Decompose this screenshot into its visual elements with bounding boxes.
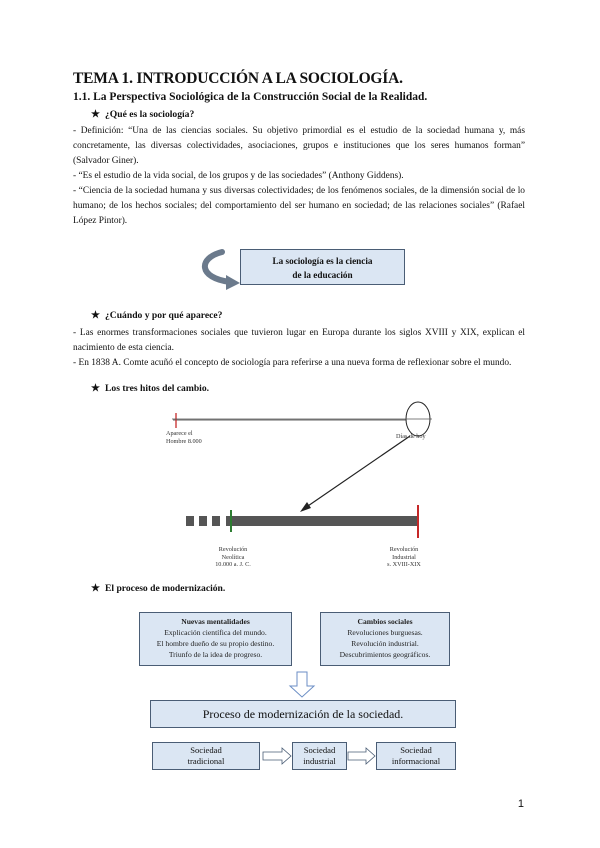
- sociedad-industrial-box: [292, 742, 347, 770]
- nuevas-mentalidades-line-2: El hombre dueño de su propio destino.: [156, 639, 275, 648]
- sociedad-industrial-line-1: Sociedad: [303, 745, 336, 755]
- sociedad-industrial-line-2: industrial: [303, 756, 336, 766]
- down-arrow-icon: [290, 672, 314, 697]
- star-icon: ★: [91, 383, 100, 394]
- cambios-sociales-line-1: Revoluciones burguesas.: [347, 628, 423, 637]
- cambios-sociales-heading: Cambios sociales: [357, 617, 413, 626]
- zoom-arrow-line: [305, 436, 410, 508]
- curved-arrow-head: [226, 275, 240, 290]
- timeline-label-today: Días de hoy: [396, 433, 426, 440]
- right-arrow-icon-1: [263, 748, 291, 764]
- zoom-arrow-head: [300, 502, 311, 512]
- page-number: 1: [517, 798, 524, 810]
- nuevas-mentalidades-line-3: Triunfo de la idea de progreso.: [168, 650, 263, 659]
- section-subtitle: 1.1. La Perspectiva Sociológica de la Construcción Social de la Realidad.: [73, 91, 428, 103]
- proceso-modernizacion-box: Proceso de modernización de la sociedad.: [150, 700, 456, 728]
- timeline-label-industrial: [374, 546, 434, 569]
- lopez-pintor-paragraph: - “Ciencia de la sociedad humana y sus diversas colectividades; de los fenómenos sociales, de la dimensión social de lo humano; de los hechos sociales; del comportamiento del ser humano en sociedad; de las relaciones sociales” (Rafael López Pintor).: [73, 186, 525, 226]
- sociedad-informacional-line-1: Sociedad: [400, 745, 432, 755]
- nuevas-mentalidades-heading: Nuevas mentalidades: [181, 617, 250, 626]
- heading-cuando-text: ¿Cuándo y por qué aparece?: [105, 310, 223, 321]
- sociedad-tradicional-line-1: Sociedad: [190, 745, 222, 755]
- timeline-label-industrial-2: Industrial: [392, 553, 416, 561]
- timeline-label-industrial-1: Revolución: [389, 546, 419, 553]
- star-icon: ★: [91, 310, 100, 321]
- cambios-sociales-box: [320, 612, 450, 666]
- sociedad-tradicional-line-2: tradicional: [187, 756, 225, 766]
- timeline-dash-2: [199, 516, 207, 526]
- heading-tres-hitos-text: Los tres hitos del cambio.: [105, 383, 210, 394]
- giddens-paragraph: - “Es el estudio de la vida social, de los grupos y de las sociedades” (Anthony Giddens).: [73, 171, 404, 181]
- star-icon: ★: [91, 109, 100, 120]
- sociedad-informacional-line-2: informacional: [391, 756, 441, 766]
- callout-line-1: La sociología es la ciencia: [272, 256, 373, 266]
- timeline-label-origin-2: Hombre 8.000: [166, 437, 202, 445]
- star-icon: ★: [91, 583, 100, 594]
- timeline-label-origin: [166, 430, 202, 445]
- page-title: TEMA 1. INTRODUCCIÓN A LA SOCIOLOGÍA.: [73, 70, 403, 87]
- nuevas-mentalidades-line-1: Explicación científica del mundo.: [164, 628, 267, 637]
- timeline-label-neolithic-2: Neolítica: [221, 553, 245, 561]
- timeline-label-origin-1: Aparece el: [166, 430, 193, 437]
- transformaciones-paragraph: - Las enormes transformaciones sociales que tuvieron lugar en Europa durante los siglos XVIII y XIX, explican el nacimiento de esta ciencia.: [73, 328, 525, 353]
- nuevas-mentalidades-box: [139, 612, 292, 666]
- timeline-label-neolithic-1: Revolución: [218, 546, 248, 553]
- timeline-dash-3: [212, 516, 220, 526]
- timeline-dash-1: [186, 516, 194, 526]
- sociedad-tradicional-box: [152, 742, 260, 770]
- comte-paragraph: - En 1838 A. Comte acuñó el concepto de sociología para referirse a una nueva forma de reflexionar sobre el mundo.: [73, 358, 512, 368]
- timeline-bar: [226, 516, 418, 526]
- cambios-sociales-line-3: Descubrimientos geográficos.: [339, 650, 431, 659]
- callout-line-2: de la educación: [292, 270, 353, 280]
- timeline-label-neolithic-3: 10.000 a. J. C.: [215, 561, 251, 568]
- heading-que-es-text: ¿Qué es la sociología?: [105, 109, 195, 120]
- timeline-label-neolithic: [208, 546, 258, 569]
- definition-paragraph: - Definición: “Una de las ciencias sociales. Su objetivo primordial es el estudio de la sociedad humana y, más concretamente, las diversas colectividades, asociaciones, grupos e instituciones que los seres humanos forman” (Salvador Giner).: [73, 126, 525, 166]
- sociedad-informacional-box: [376, 742, 456, 770]
- heading-modernizacion-text: El proceso de modernización.: [105, 583, 226, 594]
- right-arrow-icon-2: [348, 748, 375, 764]
- timeline-label-industrial-3: s. XVIII-XIX: [387, 561, 421, 568]
- cambios-sociales-line-2: Revolución industrial.: [351, 639, 419, 648]
